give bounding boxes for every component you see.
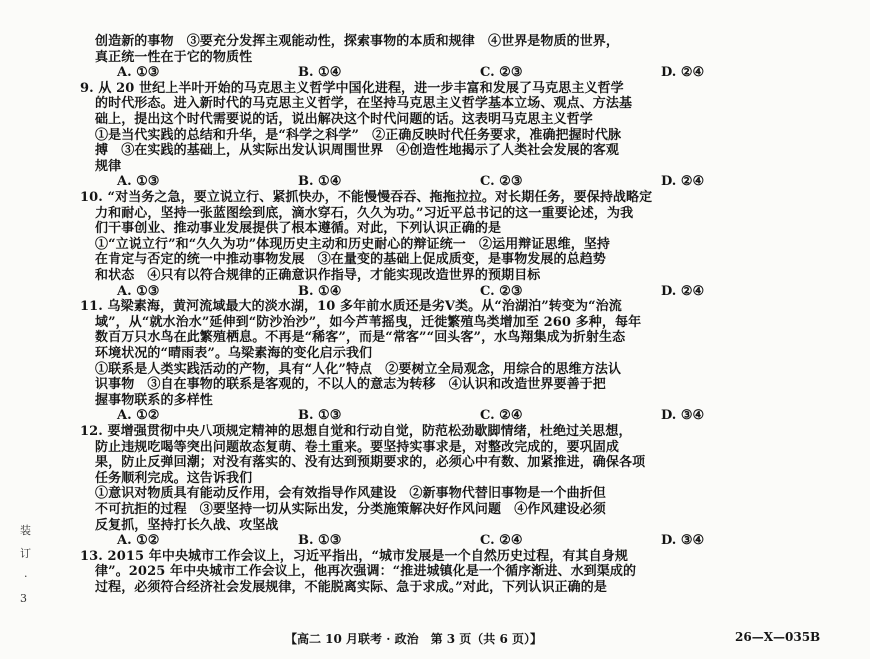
text-line: 和状态 ④只有以符合规律的正确意识作指导，才能实现改造世界的预期目标 (95, 268, 541, 283)
text-line: 反复抓，坚持打长久战、攻坚战 (95, 517, 279, 533)
footer-code: 26—X—035B (735, 630, 821, 644)
option-d: D. ②④ (661, 174, 705, 190)
binding-mark: · (24, 570, 28, 583)
option-d: D. ②④ (661, 283, 705, 299)
question-13-stem: 13. 2015 年中央城市工作会议上，习近平指出，“城市发展是一个自然历史过程，有其自身规 (80, 548, 628, 564)
question-9-stem: 9. 从 20 世纪上半叶开始的马克思主义哲学中国化进程，进一步丰富和发展了马克思主义哲学 (80, 80, 624, 96)
text-line: 识事物 ③自在事物的联系是客观的，不以人的意志为转移 ④认识和改造世界要善于把 (95, 377, 606, 393)
option-b: B. ①④ (298, 65, 342, 81)
text-line: 力和耐心，坚持一张蓝图绘到底，滴水穿石，久久为功。”习近平总书记的这一重要论述，为我 (95, 205, 634, 221)
question-11-stem: 11. 乌梁素海，黄河流域最大的淡水湖，10 多年前水质还是劣Ⅴ类。从“治湖泊”转变为“治流 (80, 299, 622, 315)
option-d: D. ②④ (661, 65, 705, 81)
question-12-stem: 12. 要增强贯彻中央八项规定精神的思想自觉和行动自觉，防范松劲歇脚情绪，杜绝过关思想， (80, 424, 632, 439)
footer-page-info: 【高二 10 月联考 · 政治 第 3 页（共 6 页）】 (285, 632, 542, 646)
text-line: 数百万只水鸟在此繁殖栖息。不再是“稀客”，而是“常客”“回头客”，水鸟翔集成为折射生态 (95, 330, 626, 346)
text-line: 果，防止反弹回潮；对没有落实的、没有达到预期要求的，必须心中有数、加紧推进，确保各项 (95, 455, 646, 471)
page-edge-number: 3 (20, 592, 27, 605)
option-a: A. ①② (117, 533, 160, 549)
option-b: B. ①④ (298, 283, 342, 299)
option-a: A. ①③ (117, 174, 160, 190)
text-line: 在肯定与否定的统一中推动事物发展 ③在量变的基础上促成质变，是事物发展的总趋势 (95, 252, 606, 268)
option-c: C. ②④ (480, 408, 523, 424)
text-line: 真正统一性在于它的物质性 (95, 49, 253, 65)
text-line: 创造新的事物 ③要充分发挥主观能动性，探索事物的本质和规律 ④世界是物质的世界， (95, 34, 620, 49)
text-line: 搏 ③在实践的基础上，从实际出发认识周围世界 ④创造性地揭示了人类社会发展的客观 (95, 143, 620, 159)
option-a: A. ①③ (117, 283, 160, 299)
option-d: D. ③④ (661, 533, 705, 549)
option-b: B. ①③ (298, 533, 342, 549)
text-line: ①是当代实践的总结和升华，是“科学之科学” ②正确反映时代任务要求，准确把握时代脉 (95, 127, 622, 143)
text-line: 的时代形态。进入新时代的马克思主义哲学，在坚持马克思主义哲学基本立场、观点、方法基 (95, 96, 633, 112)
text-line: 律”。2025 年中央城市工作会议上，他再次强调：“推进城镇化是一个循序渐进、水到渠成的 (95, 564, 637, 580)
option-c: C. ②③ (480, 65, 523, 81)
option-a: A. ①② (117, 408, 160, 424)
text-line: 过程，必须符合经济社会发展规律，不能脱离实际、急于求成。”对此，下列认识正确的是 (95, 580, 607, 595)
text-line: ①联系是人类实践活动的产物，具有“人化”特点 ②要树立全局观念，用综合的思维方法认 (95, 361, 622, 377)
option-a: A. ①③ (117, 65, 160, 81)
text-line: 任务顺利完成。这告诉我们 (95, 470, 253, 486)
text-line: ①“立说立行”和“久久为功”体现历史主动和历史耐心的辩证统一 ②运用辩证思维，坚持 (95, 236, 611, 252)
text-line: 们干事创业、推动事业发展提供了根本遵循。对此，下列认识正确的是 (95, 221, 502, 237)
text-line: 域”，从“就水治水”延伸到“防沙治沙”，如今芦苇摇曳，迁徙繁殖鸟类增加至 260 多种，每年 (95, 314, 642, 330)
option-c: C. ②③ (480, 174, 523, 190)
text-line: 规律 (95, 158, 122, 174)
text-line: 握事物联系的多样性 (95, 392, 213, 408)
question-10-stem: 10. “对当务之急，要立说立行、紧抓快办，不能慢慢吞吞、拖拖拉拉。对长期任务，要保持战略定 (80, 190, 653, 205)
binding-mark: 装 (20, 524, 31, 537)
option-c: C. ②③ (480, 283, 523, 299)
text-line: ①意识对物质具有能动反作用，会有效指导作风建设 ②新事物代替旧事物是一个曲折但 (95, 486, 606, 502)
text-line: 环境状况的“晴雨表”。乌梁素海的变化启示我们 (95, 346, 373, 361)
text-line: 防止违规吃喝等突出问题故态复萌、卷土重来。要坚持实事求是，对整改完成的，要巩固成 (95, 439, 620, 455)
text-line: 不可抗拒的过程 ③要坚持一切从实际出发，分类施策解决好作风问题 ④作风建设必须 (95, 502, 606, 517)
option-b: B. ①③ (298, 408, 342, 424)
option-d: D. ③④ (661, 408, 705, 424)
text-line: 础上，提出这个时代需要说的话，说出解决这个时代问题的话。这表明马克思主义哲学 (95, 112, 593, 127)
option-b: B. ①④ (298, 174, 342, 190)
binding-mark: 订 (20, 547, 31, 560)
option-c: C. ②④ (480, 533, 523, 549)
